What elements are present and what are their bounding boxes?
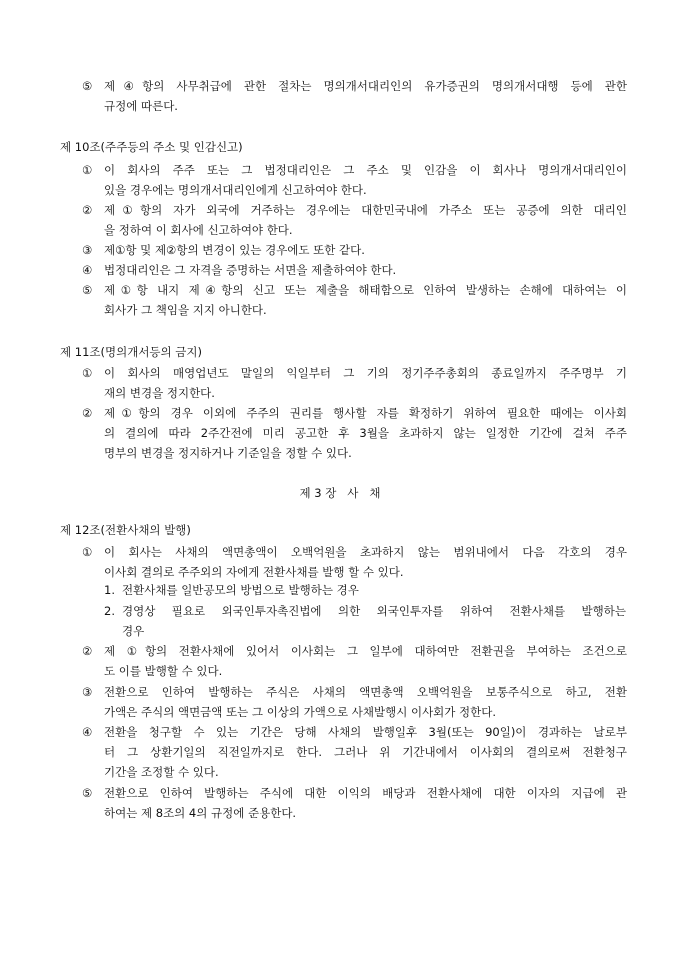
article-12-item-2 bbox=[82, 641, 627, 681]
item-text: 제①항 및 제②항의 변경이 있는 경우에도 또한 같다. bbox=[104, 243, 365, 257]
item-text-continued: 을 정하여 이 회사에 신고하여야 한다. bbox=[104, 223, 293, 237]
item-text: 제①항의 자가 외국에 거주하는 경우에는 대한민국내에 가주소 또는 공증에 의한 대리인 bbox=[104, 203, 627, 217]
item-text-continued: 하여는 제 8조의 4의 규정에 준용한다. bbox=[104, 806, 297, 820]
item-number: ③ bbox=[82, 243, 93, 257]
item-number: ① bbox=[82, 545, 93, 559]
subitem-text: 전환사채를 일반공모의 방법으로 발행하는 경우 bbox=[122, 583, 359, 597]
item-text: 이 회사의 주주 또는 그 법정대리인은 그 주소 및 인감을 이 회사나 명의개서대리인이 bbox=[104, 163, 627, 177]
item-number: ① bbox=[82, 163, 93, 177]
item-text: 이 회사는 사채의 액면총액이 오백억원을 초과하지 않는 범위내에서 다음 각호의 경우 bbox=[104, 545, 627, 559]
article-11-heading: 제 11조(명의개서등의 금지) bbox=[60, 345, 203, 359]
subitem-text-continued: 경우 bbox=[122, 624, 145, 638]
item-text: 전환으로 인하여 발행하는 주식은 사채의 액면총액 오백억원을 보통주식으로 하고, 전환 bbox=[104, 685, 627, 699]
item-text-continued: 규정에 따른다. bbox=[104, 99, 178, 113]
article-12-subitem-1 bbox=[104, 580, 626, 600]
article-12-subitem-2 bbox=[104, 601, 626, 641]
item-text-continued: 도 이를 발행할 수 있다. bbox=[104, 664, 223, 678]
article-11-item-2 bbox=[82, 403, 627, 463]
item-number: ② bbox=[82, 203, 93, 217]
item-text: 전환으로 인하여 발행하는 주식에 대한 이익의 배당과 전환사채에 대한 이자의 지급에 관 bbox=[104, 786, 627, 800]
item-text-continued: 기간을 조정할 수 있다. bbox=[104, 765, 219, 779]
article-10-item-5 bbox=[82, 280, 627, 320]
subitem-number: 1. bbox=[104, 583, 115, 597]
article-12-heading: 제 12조(전환사채의 발행) bbox=[60, 523, 191, 537]
item-number: ② bbox=[82, 406, 93, 420]
item-text-continued: 명부의 변경을 정지하거나 기준일을 정할 수 있다. bbox=[104, 446, 352, 460]
subitem-text: 경영상 필요로 외국인투자촉진법에 의한 외국인투자를 위하여 전환사채를 발행하는 bbox=[122, 604, 626, 618]
item-number: ① bbox=[82, 366, 93, 380]
item-text-continued: 가액은 주식의 액면금액 또는 그 이상의 가액으로 사채발행시 이사회가 정한다. bbox=[104, 705, 497, 719]
item-text-continued: 이사회 결의로 주주외의 자에게 전환사채를 발행 할 수 있다. bbox=[104, 565, 404, 579]
article-11-item-1 bbox=[82, 363, 627, 403]
item-number: ⑤ bbox=[82, 79, 93, 93]
article-12-item-5 bbox=[82, 783, 627, 823]
article-10-heading: 제 10조(주주등의 주소 및 인감신고) bbox=[60, 140, 243, 154]
subitem-number: 2. bbox=[104, 604, 115, 618]
item-text: 제①항의 경우 이외에 주주의 권리를 행사할 자를 확정하기 위하여 필요한 때에는 이사회 bbox=[104, 406, 627, 420]
article-10-item-1 bbox=[82, 160, 627, 200]
item-text: 이 회사의 매영업년도 말일의 익일부터 그 기의 정기주주총회의 종료일까지 주주명부 기 bbox=[104, 366, 627, 380]
item-number: ④ bbox=[82, 725, 93, 739]
item-number: ⑤ bbox=[82, 786, 93, 800]
article-9-item-5 bbox=[82, 76, 627, 116]
item-text: 전환을 청구할 수 있는 기간은 당해 사채의 발행일후 3월(또는 90일)이 경과하는 날로부 bbox=[104, 725, 627, 739]
item-text: 법정대리인은 그 자격을 증명하는 서면을 제출하여야 한다. bbox=[104, 263, 397, 277]
item-text-continued: 재의 변경을 정지한다. bbox=[104, 386, 215, 400]
item-text-continued: 터 그 상환기일의 직전일까지로 한다. 그러나 위 기간내에서 이사회의 결의로써 전환청구 bbox=[104, 745, 627, 759]
item-text-continued: 의 결의에 따라 2주간전에 미리 공고한 후 3월을 초과하지 않는 일정한 기간에 걸쳐 주주 bbox=[104, 426, 627, 440]
article-10-item-2 bbox=[82, 200, 627, 240]
article-12-item-1 bbox=[82, 542, 627, 582]
item-text-continued: 회사가 그 책임을 지지 아니한다. bbox=[104, 303, 267, 317]
item-number: ④ bbox=[82, 263, 93, 277]
item-text: 제④항의 사무취급에 관한 절차는 명의개서대리인의 유가증권의 명의개서대행 등에 관한 bbox=[104, 79, 627, 93]
item-number: ⑤ bbox=[82, 283, 93, 297]
item-text-continued: 있을 경우에는 명의개서대리인에게 신고하여야 한다. bbox=[104, 183, 367, 197]
article-12-item-3 bbox=[82, 682, 627, 722]
chapter-3-title: 제 3 장 사 채 bbox=[299, 486, 381, 500]
item-text: 제①항 내지 제④항의 신고 또는 제출을 해태함으로 인하여 발생하는 손해에 대하여는 이 bbox=[104, 283, 627, 297]
article-10-item-3 bbox=[82, 240, 627, 260]
item-number: ② bbox=[82, 644, 93, 658]
item-number: ③ bbox=[82, 685, 93, 699]
article-10-item-4 bbox=[82, 260, 627, 280]
article-12-item-4 bbox=[82, 722, 627, 782]
item-text: 제 ①항의 전환사채에 있어서 이사회는 그 일부에 대하여만 전환권을 부여하는 조건으로 bbox=[104, 644, 627, 658]
